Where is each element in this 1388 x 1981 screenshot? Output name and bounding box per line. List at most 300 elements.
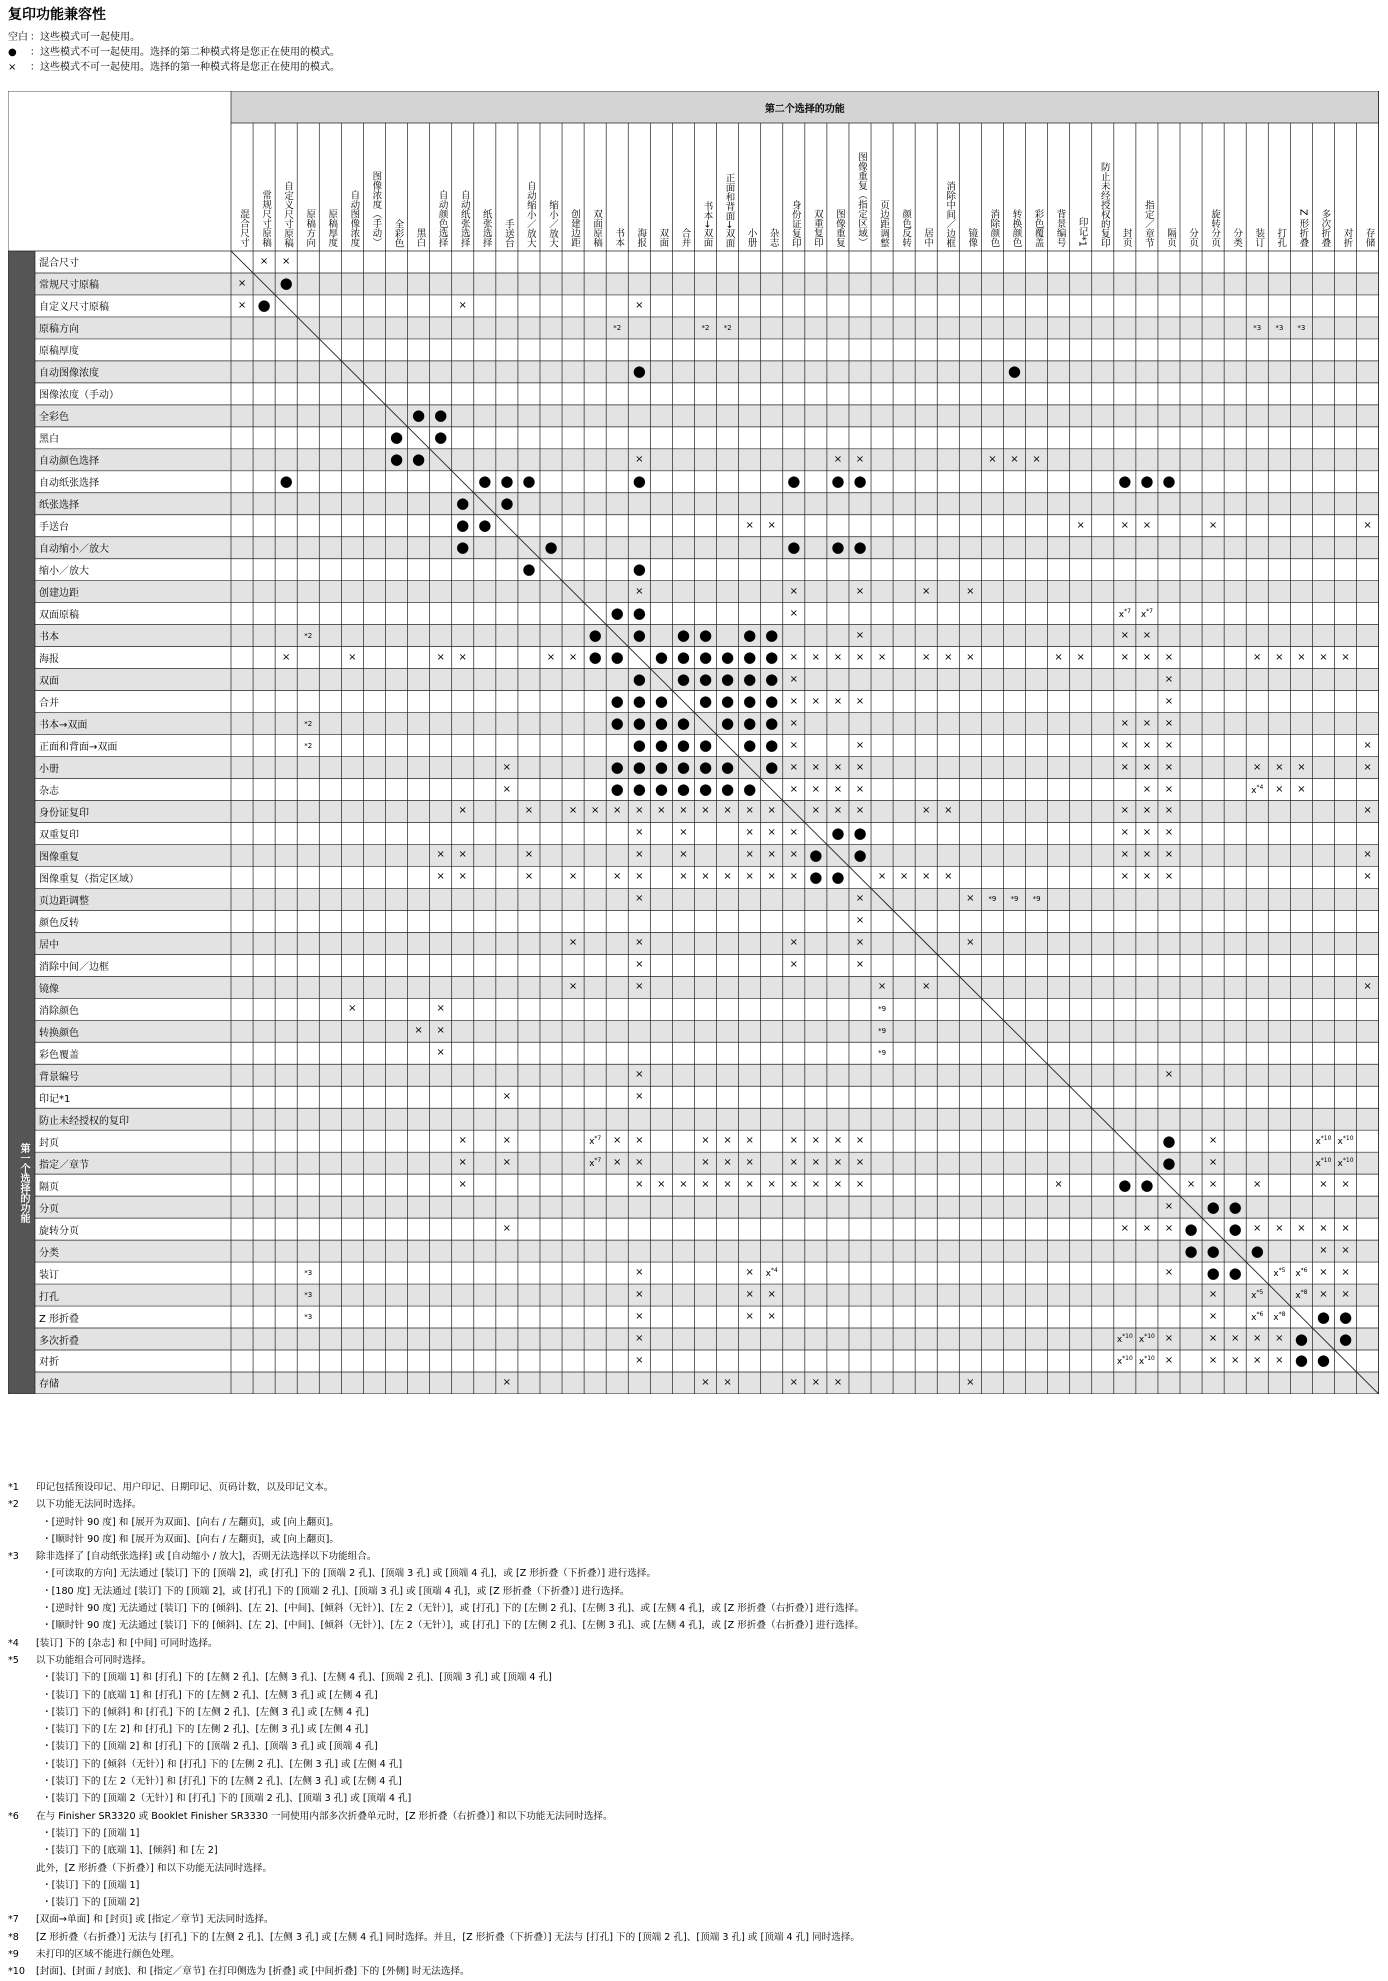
footnote-text: ・[装订] 下的 [底端 1]、[倾斜] 和 [左 2] bbox=[42, 1845, 218, 1857]
cell-dot: ● bbox=[743, 692, 757, 711]
cell-cross: × bbox=[1054, 1179, 1063, 1191]
cell-cross: × bbox=[855, 761, 865, 773]
cell-cross: × bbox=[1164, 761, 1174, 773]
footnote bbox=[8, 1514, 1378, 1531]
cell-cross: × bbox=[458, 1179, 467, 1191]
cell-cross: × bbox=[1275, 761, 1284, 773]
cell-dot: ● bbox=[698, 780, 713, 798]
cell-dot: ● bbox=[853, 823, 867, 842]
row-header: 背景编号 bbox=[39, 1071, 79, 1083]
cell-cross-note: $x^{*10}$ bbox=[1337, 1135, 1354, 1148]
cell-dot: ● bbox=[610, 692, 624, 711]
row-header: 颜色反转 bbox=[39, 917, 79, 929]
cell-dot: ● bbox=[1228, 1197, 1242, 1216]
footnote-id: *10 bbox=[8, 1966, 26, 1978]
cell-cross: × bbox=[1341, 1245, 1350, 1257]
footnote bbox=[8, 1565, 1378, 1582]
cell-cross: × bbox=[1363, 849, 1372, 861]
cell-cross: × bbox=[833, 453, 843, 465]
cell-cross: × bbox=[1363, 739, 1372, 751]
footnote bbox=[8, 1652, 1378, 1669]
cell-cross: × bbox=[921, 805, 931, 817]
column-header: 黑白 bbox=[414, 228, 426, 247]
row-header: 纸张选择 bbox=[39, 500, 79, 512]
page-title: 复印功能兼容性 bbox=[8, 7, 106, 23]
column-header: 双面 bbox=[657, 228, 669, 247]
cell-cross: × bbox=[635, 1135, 644, 1147]
row-shade bbox=[35, 449, 1379, 471]
column-header: 分页 bbox=[1187, 228, 1198, 247]
cell-cross: × bbox=[701, 1157, 710, 1169]
footnote-id bbox=[8, 1617, 36, 1634]
cell-dot: ● bbox=[478, 516, 492, 535]
cell-note: *9 bbox=[988, 895, 997, 904]
cell-cross: × bbox=[635, 893, 644, 905]
cell-cross: × bbox=[789, 651, 798, 663]
cell-dot: ● bbox=[743, 626, 757, 645]
cell-cross: × bbox=[568, 651, 578, 663]
footnote bbox=[8, 1548, 1378, 1565]
row-shade bbox=[35, 1020, 1379, 1042]
cell-cross-note: $x^{*8}$ bbox=[1273, 1311, 1286, 1324]
cell-note: *3 bbox=[1275, 323, 1284, 332]
cell-cross: × bbox=[1186, 1179, 1196, 1191]
cell-dot: ● bbox=[676, 714, 690, 733]
cell-cross: × bbox=[502, 1376, 512, 1388]
cell-cross: × bbox=[1208, 1157, 1218, 1169]
row-header: 转换颜色 bbox=[39, 1027, 79, 1039]
cell-cross: × bbox=[1164, 651, 1174, 663]
footnote-text: 此外，[Z 形折叠（下折叠）] 和以下功能无法同时选择。 bbox=[36, 1862, 273, 1874]
cell-cross: × bbox=[966, 893, 975, 905]
footnote-text: ・[装订] 下的 [倾斜] 和 [打孔] 下的 [左侧 2 孔]、[左侧 3 孔] 或 [左侧 4 孔] bbox=[42, 1706, 369, 1718]
legend-symbol: 空白 bbox=[8, 32, 28, 43]
cell-dot: ● bbox=[632, 604, 646, 623]
cell-cross: × bbox=[723, 805, 732, 817]
cell-dot: ● bbox=[1316, 1351, 1330, 1370]
footnote bbox=[8, 1496, 1378, 1513]
column-header: 双重复印 bbox=[811, 209, 823, 247]
cell-cross: × bbox=[745, 519, 754, 531]
cell-cross: × bbox=[877, 871, 887, 883]
cell-dot: ● bbox=[654, 758, 668, 777]
cell-cross: × bbox=[679, 849, 688, 861]
cell-cross: × bbox=[789, 1376, 798, 1388]
column-header: 纸张选择 bbox=[480, 209, 492, 247]
cell-cross: × bbox=[436, 849, 445, 861]
cell-cross: × bbox=[1142, 783, 1152, 795]
cell-note: *9 bbox=[878, 1049, 887, 1058]
cell-dot: ● bbox=[610, 714, 624, 733]
row-header: 黑白 bbox=[39, 434, 59, 446]
cell-cross: × bbox=[745, 849, 754, 861]
cell-cross: × bbox=[944, 871, 953, 883]
row-header: 对折 bbox=[39, 1357, 59, 1369]
cell-cross: × bbox=[524, 805, 534, 817]
cell-cross: × bbox=[1076, 651, 1085, 663]
cell-cross: × bbox=[789, 827, 798, 839]
footnote-text: [Z 形折叠（右折叠）] 无法与 [打孔] 下的 [左侧 2 孔]、[左侧 3 孔] 或 [左侧 4 孔] 同时选择。并且，[Z 形折叠（下折叠）] 无法与 [打孔] 下的 [顶端 2 孔]、[顶端 3 孔] 或 [顶端 4 孔] 同时选择。 bbox=[36, 1931, 861, 1943]
cell-cross: × bbox=[1363, 519, 1372, 531]
header-title: 第二个选择的功能 bbox=[764, 103, 845, 115]
cell-cross: × bbox=[855, 959, 865, 971]
column-header: 打孔 bbox=[1275, 228, 1287, 247]
row-shade bbox=[35, 493, 1379, 515]
cell-cross: × bbox=[811, 761, 821, 773]
cell-cross: × bbox=[546, 651, 556, 663]
row-header: 自定义尺寸原稿 bbox=[39, 302, 109, 314]
cell-cross: × bbox=[1297, 761, 1306, 773]
footnote-id bbox=[8, 1565, 36, 1582]
cell-cross: × bbox=[1230, 1333, 1240, 1344]
cell-note: *2 bbox=[701, 323, 710, 332]
footnote-text: ・[180 度] 无法通过 [装订] 下的 [顶端 2]，或 [打孔] 下的 [顶端 2 孔]、[顶端 3 孔] 或 [顶端 4 孔]，或 [Z 形折叠（下折叠）] 进行选择。 bbox=[42, 1585, 630, 1597]
row-shade bbox=[35, 405, 1379, 427]
cell-dot: ● bbox=[654, 780, 668, 798]
row-header: 缩小／放大 bbox=[39, 566, 89, 578]
cell-cross: × bbox=[1297, 651, 1306, 663]
cell-cross: × bbox=[988, 453, 997, 465]
cell-cross: × bbox=[833, 651, 843, 663]
cell-dot: ● bbox=[721, 670, 735, 689]
cell-cross: × bbox=[635, 1179, 644, 1191]
cell-cross: × bbox=[1142, 871, 1152, 883]
column-header: 存储 bbox=[1363, 228, 1375, 247]
cell-dot: ● bbox=[698, 626, 713, 645]
cell-cross: × bbox=[767, 827, 776, 839]
cell-cross: × bbox=[1319, 651, 1328, 663]
cell-dot: ● bbox=[632, 780, 646, 798]
cell-cross: × bbox=[833, 1179, 843, 1191]
column-header: 合并 bbox=[679, 228, 691, 247]
cell-cross: × bbox=[855, 915, 865, 927]
cell-cross: × bbox=[1253, 1179, 1262, 1191]
cell-cross: × bbox=[502, 1157, 512, 1169]
footnote bbox=[8, 1894, 1378, 1911]
footnote bbox=[8, 1929, 1378, 1946]
cell-note: *2 bbox=[304, 631, 313, 640]
cell-dot: ● bbox=[1294, 1329, 1308, 1348]
cell-cross: × bbox=[1142, 651, 1152, 663]
cell-cross-note: $x^{*7}$ bbox=[1140, 607, 1153, 620]
column-header: 彩色覆盖 bbox=[1032, 209, 1044, 247]
cell-cross: × bbox=[1341, 1289, 1350, 1301]
cell-cross: × bbox=[1275, 1333, 1284, 1344]
cell-cross: × bbox=[1363, 981, 1372, 993]
cell-cross: × bbox=[1208, 1333, 1218, 1344]
cell-cross: × bbox=[1164, 717, 1174, 729]
cell-cross: × bbox=[1164, 1069, 1174, 1081]
footnote bbox=[8, 1721, 1378, 1738]
cell-cross: × bbox=[1142, 849, 1152, 861]
footnote-text: 以下功能无法同时选择。 bbox=[36, 1499, 142, 1511]
cell-cross: × bbox=[1164, 849, 1174, 861]
cell-cross-note: $x^{*10}$ bbox=[1116, 1333, 1133, 1345]
cell-cross: × bbox=[1142, 717, 1152, 729]
row-header: 正面和背面→双面 bbox=[39, 742, 118, 754]
footnote-id bbox=[8, 1704, 36, 1721]
cell-cross: × bbox=[613, 805, 622, 817]
column-header: 印记*1 bbox=[1076, 217, 1088, 247]
cell-cross: × bbox=[1341, 651, 1350, 663]
cell-cross-note: $x^{*10}$ bbox=[1315, 1157, 1332, 1170]
cell-cross: × bbox=[877, 651, 887, 663]
row-shade bbox=[35, 361, 1379, 383]
cell-dot: ● bbox=[676, 736, 690, 755]
footnote-text: 除非选择了 [自动纸张选择] 或 [自动缩小 / 放大]，否则无法选择以下功能组合。 bbox=[36, 1551, 377, 1563]
cell-cross: × bbox=[966, 1376, 975, 1388]
cell-cross: × bbox=[833, 761, 843, 773]
footnote-id bbox=[8, 1773, 36, 1790]
cell-dot: ● bbox=[632, 670, 646, 689]
footnote-id: *2 bbox=[8, 1499, 19, 1511]
row-shade bbox=[35, 537, 1379, 559]
column-header: 全彩色 bbox=[392, 218, 404, 247]
cell-note: *9 bbox=[1010, 895, 1019, 904]
cell-cross: × bbox=[1363, 805, 1372, 817]
cell-cross: × bbox=[767, 871, 776, 883]
footnote-id: *3 bbox=[8, 1551, 19, 1563]
cell-dot: ● bbox=[1184, 1219, 1198, 1238]
cell-dot: ● bbox=[544, 538, 558, 557]
footnote-id bbox=[8, 1877, 36, 1894]
cell-cross: × bbox=[613, 1157, 622, 1169]
cell-cross: × bbox=[789, 607, 798, 619]
cell-cross: × bbox=[855, 1135, 865, 1147]
footnote bbox=[8, 1669, 1378, 1686]
footnote-text: ・[逆时针 90 度] 和 [展开为双面]、[向右 / 左翻页]，或 [向上翻页]。 bbox=[42, 1516, 339, 1528]
row-header: 双面原稿 bbox=[39, 610, 79, 622]
footnote-text: ・[装订] 下的 [顶端 2（无针）] 和 [打孔] 下的 [顶端 2 孔]、[顶端 3 孔] 或 [顶端 4 孔] bbox=[42, 1793, 412, 1805]
cell-cross: × bbox=[1164, 739, 1174, 751]
cell-cross: × bbox=[1164, 1267, 1174, 1279]
footnote-id bbox=[8, 1687, 36, 1704]
cell-dot: ● bbox=[1206, 1241, 1220, 1260]
cell-dot: ● bbox=[698, 758, 713, 777]
cell-note: *3 bbox=[304, 1269, 313, 1278]
cell-cross: × bbox=[921, 585, 931, 597]
legend-item bbox=[8, 30, 340, 45]
cell-cross: × bbox=[502, 1091, 512, 1103]
cell-cross: × bbox=[635, 1333, 644, 1344]
cell-cross-note: $x^{*7}$ bbox=[589, 1135, 602, 1148]
cell-cross: × bbox=[855, 695, 865, 707]
cell-cross: × bbox=[1253, 1223, 1262, 1235]
cell-cross: × bbox=[436, 1047, 445, 1059]
cell-cross: × bbox=[502, 761, 512, 773]
cell-cross: × bbox=[1341, 1223, 1350, 1235]
cell-cross-note: $x^{*10}$ bbox=[1116, 1354, 1133, 1367]
footnote bbox=[8, 1911, 1378, 1928]
row-header: 镜像 bbox=[39, 983, 59, 995]
cell-cross: × bbox=[966, 651, 975, 663]
cell-cross: × bbox=[1208, 1179, 1218, 1191]
cell-cross: × bbox=[767, 1289, 776, 1301]
cell-dot: ● bbox=[1228, 1263, 1242, 1282]
cell-cross: × bbox=[1208, 1135, 1218, 1147]
row-header: 自动颜色选择 bbox=[39, 456, 99, 468]
cell-cross: × bbox=[811, 1376, 821, 1388]
row-header: 自动图像浓度 bbox=[39, 368, 99, 380]
cell-dot: ● bbox=[743, 736, 757, 755]
cell-cross: × bbox=[1120, 651, 1130, 663]
cell-cross: × bbox=[701, 1135, 710, 1147]
footnote-text: 印记包括预设印记、用户印记、日期印记、页码计数，以及印记文本。 bbox=[36, 1482, 334, 1493]
cell-dot: ● bbox=[698, 670, 713, 689]
cell-dot: ● bbox=[698, 648, 713, 667]
cell-dot: ● bbox=[698, 692, 713, 711]
column-header: 图像浓度（手动） bbox=[370, 171, 382, 247]
footnote-id bbox=[8, 1669, 36, 1686]
column-header: 居中 bbox=[922, 228, 934, 247]
footnote-id bbox=[8, 1894, 36, 1911]
cell-cross: × bbox=[436, 651, 445, 663]
cell-cross: × bbox=[789, 673, 798, 685]
footnote-id: *9 bbox=[8, 1949, 19, 1961]
cell-cross: × bbox=[679, 1179, 688, 1191]
cell-dot: ● bbox=[654, 692, 668, 711]
cell-cross: × bbox=[237, 277, 247, 289]
footnote-text: [双面→单面] 和 [封页] 或 [指定／章节] 无法同时选择。 bbox=[36, 1914, 274, 1926]
cell-cross: × bbox=[1142, 827, 1152, 839]
row-header: 小册 bbox=[39, 764, 59, 776]
cell-dot: ● bbox=[787, 472, 801, 491]
footnote-text: [封面]、[封面 / 封底]、和 [指定／章节] 在打印侧选为 [折叠] 或 [中间折叠] 下的 [外侧] 时无法选择。 bbox=[36, 1966, 470, 1978]
cell-cross: × bbox=[966, 585, 975, 597]
cell-cross: × bbox=[1208, 519, 1218, 531]
cell-dot: ● bbox=[1007, 362, 1022, 381]
cell-dot: ● bbox=[279, 472, 293, 491]
cell-cross: × bbox=[789, 937, 798, 949]
footnote bbox=[8, 1946, 1378, 1963]
cell-cross: × bbox=[833, 1376, 843, 1388]
cell-dot: ● bbox=[1162, 1153, 1176, 1172]
cell-cross: × bbox=[1164, 805, 1174, 817]
cell-cross: × bbox=[701, 1376, 710, 1388]
cell-cross: × bbox=[745, 1289, 754, 1301]
cell-cross: × bbox=[1076, 519, 1085, 531]
footnotes bbox=[8, 1479, 1378, 1981]
cell-cross: × bbox=[1297, 783, 1306, 795]
cell-cross: × bbox=[657, 805, 666, 817]
footnote-text: ・[装订] 下的 [顶端 1] 和 [打孔] 下的 [左侧 2 孔]、[左侧 3 孔]、[左侧 4 孔]、[顶端 2 孔]、[顶端 3 孔] 或 [顶端 4 孔] bbox=[42, 1672, 552, 1684]
cell-cross: × bbox=[1208, 1354, 1218, 1366]
cell-dot: ● bbox=[434, 428, 448, 447]
column-header: 封页 bbox=[1120, 228, 1132, 247]
cell-dot: ● bbox=[743, 670, 757, 689]
cell-cross: × bbox=[745, 1311, 754, 1323]
cell-dot: ● bbox=[721, 780, 735, 798]
column-header: 镜像 bbox=[966, 228, 978, 247]
footnote-id bbox=[8, 1790, 36, 1807]
cell-dot: ● bbox=[1118, 1175, 1132, 1194]
footnote-text: ・[顺时针 90 度] 无法通过 [装订] 下的 [倾斜]、[左 2]、[中间]、[倾斜（无针）]、[左 2（无针）]，或 [打孔] 下的 [左侧 2 孔]、[左侧 3 孔]、或 [左侧 4 孔]，或 [Z 形折叠（右折叠）] 进行选择。 bbox=[42, 1620, 864, 1632]
cell-dot: ● bbox=[632, 626, 646, 645]
cell-dot: ● bbox=[831, 823, 845, 842]
footnote bbox=[8, 1617, 1378, 1634]
cell-cross: × bbox=[635, 871, 644, 883]
row-header: 创建边距 bbox=[39, 588, 79, 600]
cell-cross: × bbox=[635, 1354, 644, 1366]
row-header: 印记*1 bbox=[39, 1093, 71, 1105]
cell-cross: × bbox=[745, 1157, 754, 1169]
cell-cross: × bbox=[1032, 453, 1041, 465]
row-header: 双面 bbox=[39, 676, 59, 688]
cell-dot: ● bbox=[434, 406, 448, 425]
cell-cross-note: $x^{*10}$ bbox=[1138, 1333, 1155, 1345]
cell-dot: ● bbox=[1118, 472, 1132, 491]
cell-cross: × bbox=[458, 1135, 467, 1147]
cell-dot: ● bbox=[765, 670, 779, 689]
cell-dot: ● bbox=[610, 780, 624, 798]
footnote-id bbox=[8, 1531, 36, 1548]
legend-item bbox=[8, 60, 340, 75]
cell-cross-note: $x^{*4}$ bbox=[765, 1267, 778, 1280]
cell-dot: ● bbox=[1140, 1175, 1154, 1194]
row-shade bbox=[35, 976, 1379, 998]
footnote-text: ・[顺时针 90 度] 和 [展开为双面]、[向右 / 左翻页]，或 [向上翻页]。 bbox=[42, 1533, 339, 1545]
row-header: 全彩色 bbox=[39, 412, 69, 424]
footnote-text: 以下功能组合可同时选择。 bbox=[36, 1654, 152, 1666]
column-header: 缩小／放大 bbox=[546, 199, 558, 247]
cell-cross: × bbox=[1253, 1354, 1262, 1366]
cell-cross: × bbox=[436, 1003, 445, 1015]
row-header: 分类 bbox=[39, 1247, 59, 1259]
cell-dot: ● bbox=[1228, 1219, 1242, 1238]
cell-cross: × bbox=[723, 1135, 732, 1147]
footnote-id bbox=[8, 1721, 36, 1738]
column-header: 手送台 bbox=[502, 218, 514, 247]
column-header: 旋转分页 bbox=[1209, 209, 1221, 247]
cell-cross: × bbox=[833, 695, 843, 707]
cell-cross: × bbox=[1363, 871, 1372, 883]
footnote-id: *1 bbox=[8, 1482, 19, 1493]
cell-cross: × bbox=[458, 299, 467, 311]
cell-cross: × bbox=[568, 981, 578, 993]
column-header: 转换颜色 bbox=[1010, 209, 1022, 247]
cell-dot: ● bbox=[632, 758, 646, 777]
cell-cross: × bbox=[1230, 1354, 1240, 1366]
cell-cross: × bbox=[590, 805, 600, 817]
cell-note: *9 bbox=[878, 1027, 887, 1036]
footnote bbox=[8, 1773, 1378, 1790]
column-header: 多次折叠 bbox=[1319, 209, 1331, 247]
footnote bbox=[8, 1877, 1378, 1894]
cell-dot: ● bbox=[831, 472, 845, 491]
cell-cross: × bbox=[1253, 651, 1262, 663]
cell-note: *2 bbox=[723, 323, 732, 332]
cell-cross: × bbox=[789, 761, 798, 773]
cell-cross: × bbox=[789, 739, 798, 751]
footnote-text: 在与 Finisher SR3320 或 Booklet Finisher SR3330 一同使用内部多次折叠单元时，[Z 形折叠（右折叠）] 和以下功能无法同时选择。 bbox=[36, 1810, 613, 1822]
cell-cross: × bbox=[635, 959, 644, 971]
legend-symbol: ● bbox=[8, 47, 17, 58]
cell-cross-note: $x^{*6}$ bbox=[1251, 1311, 1264, 1324]
footnote-id bbox=[8, 1825, 36, 1842]
cell-cross: × bbox=[723, 1376, 732, 1388]
cell-cross: × bbox=[635, 1267, 644, 1279]
cell-cross: × bbox=[635, 981, 644, 993]
cell-cross: × bbox=[502, 783, 512, 795]
cell-dot: ● bbox=[456, 516, 470, 535]
column-header: 自动缩小／放大 bbox=[524, 180, 536, 247]
cell-cross: × bbox=[833, 805, 843, 817]
cell-cross: × bbox=[855, 739, 865, 751]
footnote-text: ・[装订] 下的 [顶端 1] bbox=[42, 1879, 140, 1891]
compatibility-table bbox=[8, 91, 1379, 1394]
cell-cross: × bbox=[1142, 629, 1152, 641]
cell-cross: × bbox=[281, 255, 291, 267]
